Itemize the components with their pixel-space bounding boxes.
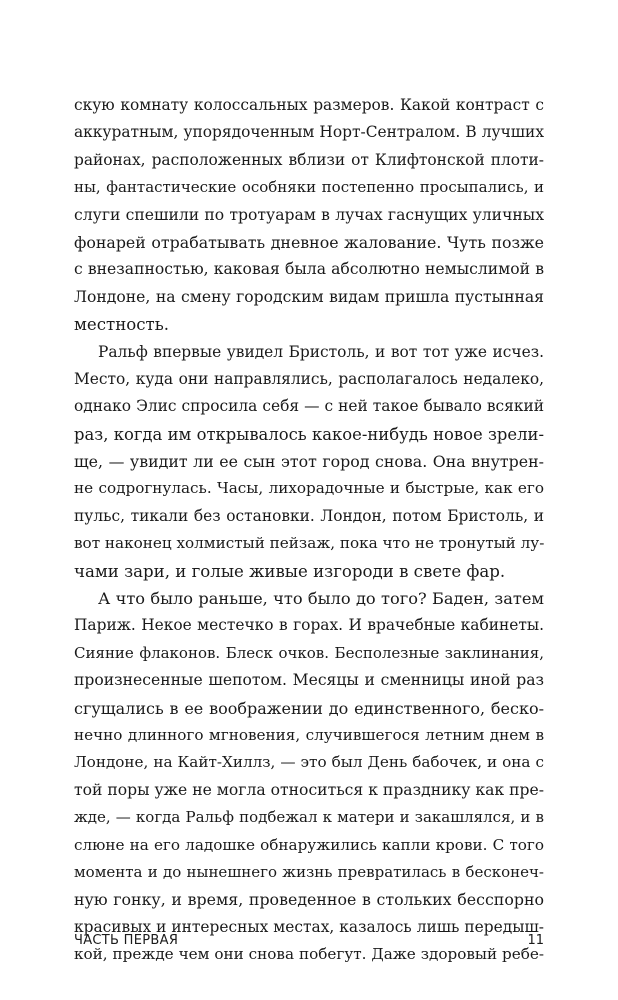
page-footer [74, 930, 544, 950]
text-line: нечно длинного мгновения, случившегося летним днем в [74, 725, 544, 744]
text-line: чами зари, и голые живые изгороди в свете фар. [74, 561, 506, 581]
text-line: Лондоне, на Кайт-Хиллз, — это был День бабочек, и она с [74, 753, 544, 772]
text-line: А что было раньше, что было до того? Баден, затем [98, 589, 544, 609]
text-line: момента и до нынешнего жизнь превратилась в бесконеч- [74, 862, 544, 881]
page-body [74, 92, 544, 969]
text-line: ную гонку, и время, проведенное в стольких бесспорно [74, 890, 544, 910]
text-line: районах, расположенных вблизи от Клифтонской плоти- [74, 150, 544, 169]
text-line: скую комнату колоссальных размеров. Какой контраст с [74, 96, 544, 114]
text-line: сгущались в ее воображении до единственного, беско- [74, 698, 544, 718]
paragraph-3 [74, 585, 544, 968]
text-line: раз, когда им открывалось какое-нибудь новое зрели- [74, 424, 544, 444]
text-line: слуги спешили по тротуарам в лучах гаснущих уличных [74, 205, 544, 224]
paragraph-2 [74, 339, 544, 586]
text-line: красивых и интересных местах, казалось лишь передыш- [74, 917, 544, 936]
text-line: фонарей отрабатывать дневное жалование. Чуть позже [74, 232, 544, 252]
text-line: Ральф впервые увидел Бристоль, и вот тот уже исчез. [98, 342, 544, 361]
text-line: не содрогнулась. Часы, лихорадочные и быстрые, как его [74, 479, 544, 498]
running-footer-section: ЧАСТЬ ПЕРВАЯ [74, 932, 179, 948]
text-line: произнесенные шепотом. Месяцы и сменницы иной раз [74, 671, 544, 690]
text-line: ны, фантастические особняки постепенно просыпались, и [74, 178, 544, 197]
text-line: той поры уже не могла относиться к празднику как пре- [74, 780, 544, 799]
text-line: жде, — когда Ральф подбежал к матери и закашлялся, и в [74, 808, 544, 827]
text-line: пульс, тикали без остановки. Лондон, потом Бристоль, и [74, 506, 544, 525]
text-line: Лондоне, на смену городским видам пришла пустынная [74, 287, 544, 306]
text-line: кой, прежде чем они снова побегут. Даже здоровый ребе- [74, 945, 544, 964]
text-line: аккуратным, упорядоченным Норт-Сентралом. В лучших [74, 123, 544, 142]
text-line: с внезапностью, каковая была абсолютно немыслимой в [74, 260, 544, 279]
text-line: слюне на его ладошке обнаружились капли крови. С того [74, 835, 544, 854]
text-line: однако Элис спросила себя — с ней такое бывало всякий [74, 397, 544, 416]
text-line: Сияние флаконов. Блеск очков. Бесполезные заклинания, [74, 643, 544, 662]
body-text [74, 92, 544, 969]
text-line: местность. [74, 315, 170, 335]
text-line: Париж. Некое местечко в горах. И врачебные кабинеты. [74, 616, 544, 635]
text-line: Место, куда они направлялись, располагалось недалеко, [74, 369, 544, 388]
page-number: 11 [527, 932, 544, 948]
text-line: ще, — увидит ли ее сын этот город снова. Она внутрен- [74, 452, 544, 472]
text-line: вот наконец холмистый пейзаж, пока что не тронутый лу- [74, 534, 544, 553]
paragraph-1 [74, 92, 544, 339]
